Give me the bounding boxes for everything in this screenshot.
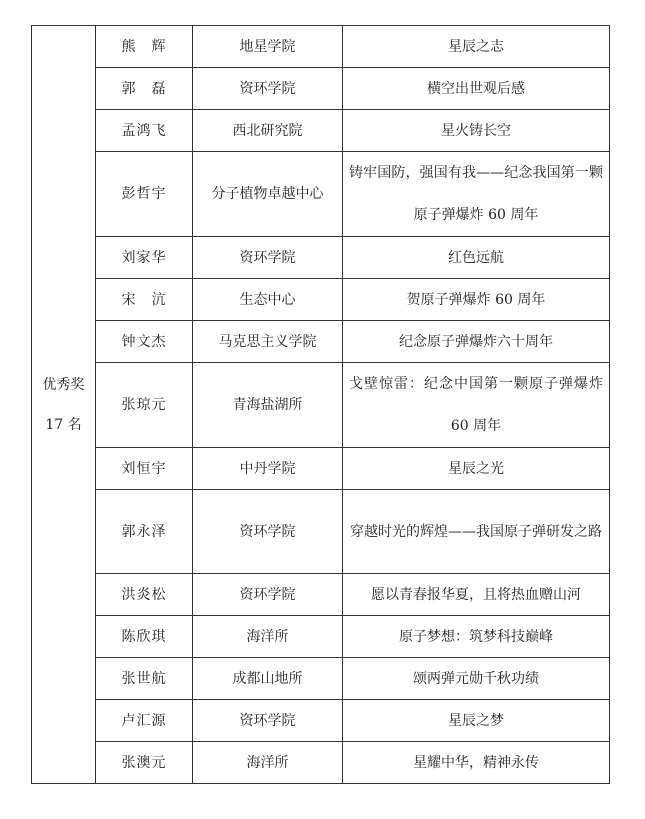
winner-name: 熊 辉 [96, 26, 193, 68]
winner-unit: 资环学院 [193, 490, 343, 574]
winner-name: 陈欣琪 [96, 616, 193, 658]
work-title: 原子梦想：筑梦科技巅峰 [343, 616, 610, 658]
winner-unit: 马克思主义学院 [193, 321, 343, 363]
winner-name: 郭永泽 [96, 490, 193, 574]
winner-name: 郭 磊 [96, 68, 193, 110]
award-category-cell [32, 26, 96, 784]
work-title: 星火铸长空 [343, 110, 610, 152]
work-title: 铸牢国防，强国有我——纪念我国第一颗原子弹爆炸 60 周年 [343, 152, 610, 237]
winner-unit: 资环学院 [193, 68, 343, 110]
winner-name: 张澳元 [96, 742, 193, 784]
work-title: 星辰之志 [343, 26, 610, 68]
award-category-label: 优秀奖 [42, 376, 85, 393]
table-row [32, 363, 610, 448]
winner-unit: 生态中心 [193, 279, 343, 321]
winner-name: 张琼元 [96, 363, 193, 448]
table-row [32, 700, 610, 742]
winner-unit: 青海盐湖所 [193, 363, 343, 448]
winner-name: 孟鸿飞 [96, 110, 193, 152]
table-row [32, 574, 610, 616]
work-title: 星耀中华，精神永传 [343, 742, 610, 784]
winner-unit: 分子植物卓越中心 [193, 152, 343, 237]
winner-unit: 资环学院 [193, 574, 343, 616]
winner-name: 宋 沆 [96, 279, 193, 321]
winner-name: 刘恒宇 [96, 448, 193, 490]
winner-unit: 海洋所 [193, 616, 343, 658]
table-row [32, 321, 610, 363]
winner-name: 张世航 [96, 658, 193, 700]
work-title: 横空出世观后感 [343, 68, 610, 110]
work-title: 贺原子弹爆炸 60 周年 [343, 279, 610, 321]
table-row [32, 490, 610, 574]
winner-name: 彭哲宇 [96, 152, 193, 237]
award-category-count: 17 名 [45, 416, 82, 433]
winner-unit: 海洋所 [193, 742, 343, 784]
winner-name: 钟文杰 [96, 321, 193, 363]
table-row [32, 279, 610, 321]
winner-name: 卢汇源 [96, 700, 193, 742]
work-title: 愿以青春报华夏，且将热血赠山河 [343, 574, 610, 616]
table-row [32, 152, 610, 237]
awards-table [31, 25, 610, 784]
table-row [32, 448, 610, 490]
table-row [32, 26, 610, 68]
winner-unit: 成都山地所 [193, 658, 343, 700]
winner-unit: 资环学院 [193, 237, 343, 279]
winner-unit: 中丹学院 [193, 448, 343, 490]
table-row [32, 68, 610, 110]
winner-unit: 资环学院 [193, 700, 343, 742]
winner-unit: 西北研究院 [193, 110, 343, 152]
winner-name: 刘家华 [96, 237, 193, 279]
work-title: 颂两弹元勋千秋功绩 [343, 658, 610, 700]
winner-name: 洪炎松 [96, 574, 193, 616]
table-row [32, 658, 610, 700]
table-row [32, 742, 610, 784]
work-title: 星辰之光 [343, 448, 610, 490]
table-row [32, 237, 610, 279]
work-title: 戈壁惊雷：纪念中国第一颗原子弹爆炸 60 周年 [343, 363, 610, 448]
winner-unit: 地星学院 [193, 26, 343, 68]
work-title: 红色远航 [343, 237, 610, 279]
work-title: 纪念原子弹爆炸六十周年 [343, 321, 610, 363]
table-row [32, 110, 610, 152]
work-title: 穿越时光的辉煌——我国原子弹研发之路 [343, 490, 610, 574]
work-title: 星辰之梦 [343, 700, 610, 742]
table-row [32, 616, 610, 658]
